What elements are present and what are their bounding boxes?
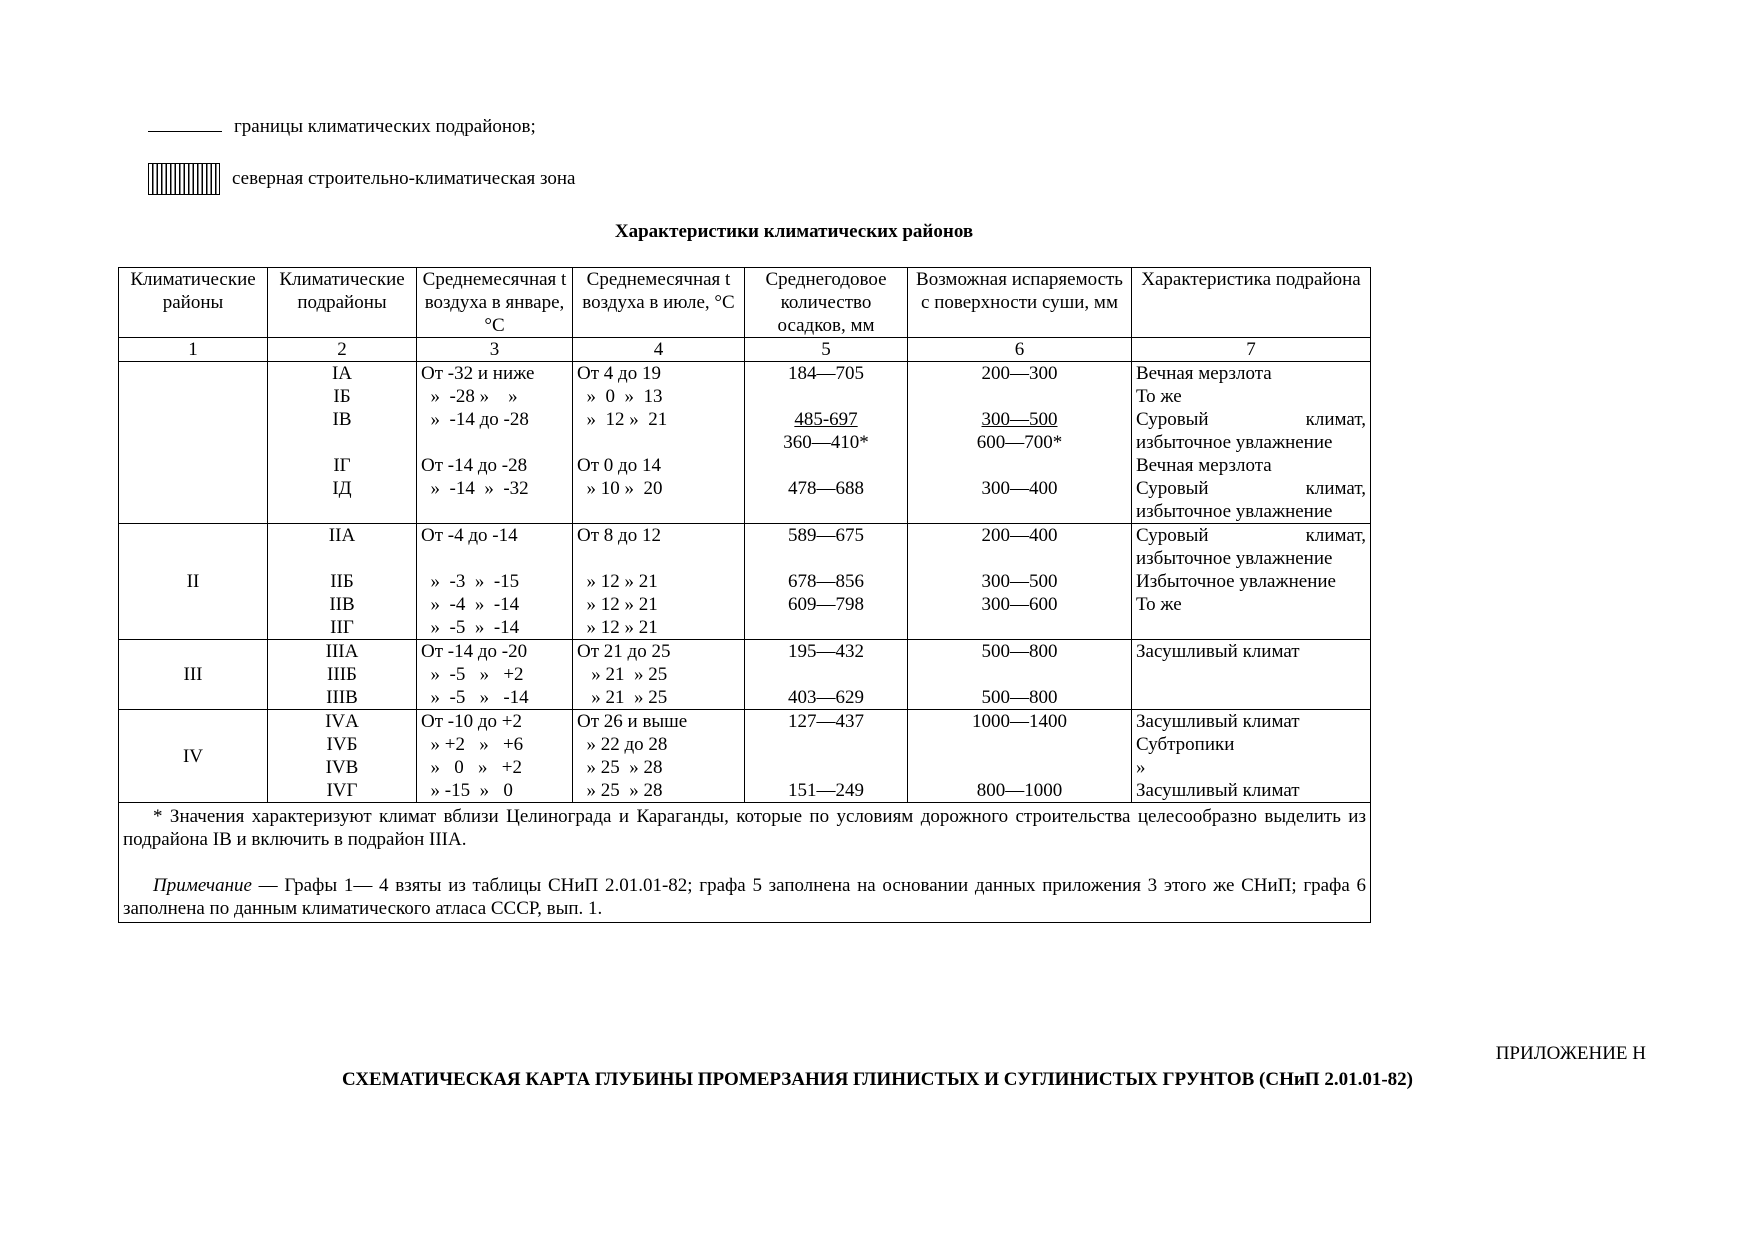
- evap-value: 200—400: [981, 525, 1058, 546]
- column-number: 1: [119, 338, 268, 362]
- jul-value: От 4 до 19: [577, 363, 661, 384]
- header-subregions: Климатические подрайоны: [268, 268, 417, 338]
- subregion-IIA: IIА: [328, 525, 356, 546]
- jan-value: » -3 » -15: [421, 571, 520, 592]
- header-regions: Климатические районы: [119, 268, 268, 338]
- jan-value: От -32 и ниже: [421, 363, 535, 384]
- precip-value: 478—688: [788, 478, 864, 499]
- subregion-ID: IД: [332, 478, 352, 499]
- character-value: Вечная мерзлота: [1136, 455, 1272, 476]
- jan-value: » 0 » +2: [421, 757, 522, 778]
- subregion-IB: IБ: [333, 386, 351, 407]
- jul-value: От 26 и выше: [577, 711, 688, 732]
- subregion-IIB: IIБ: [330, 571, 354, 592]
- evap-value: 500—800: [981, 641, 1058, 662]
- evap-value: 1000—1400: [972, 711, 1067, 732]
- jul-value: » 25 » 28: [577, 780, 663, 801]
- precip-value: 609—798: [788, 594, 864, 615]
- table-notes-row: [119, 803, 1371, 923]
- column-number: 3: [417, 338, 573, 362]
- subregion-IV: IВ: [332, 409, 352, 430]
- precip-cell: [745, 362, 908, 524]
- footnote: * Значения характеризуют климат вблизи Целинограда и Караганды, которые по условиям дорожного строительства целесообразно выделить из подрайона IВ и включить в подрайон IIIА.: [123, 806, 1366, 850]
- character-value: »: [1136, 757, 1146, 778]
- header-evaporation: Возможная испаряемость с поверхности суши, мм: [908, 268, 1132, 338]
- character-cell: [1132, 640, 1371, 710]
- character-value: То же: [1136, 594, 1182, 615]
- jan-value: » -5 » -14: [421, 687, 529, 708]
- jan-value: » -5 » -14: [421, 617, 520, 638]
- jan-value: » -4 » -14: [421, 594, 520, 615]
- region-cell: III: [119, 640, 268, 710]
- table-title: Характеристики климатических районов: [614, 221, 974, 242]
- jul-value: » 0 » 13: [577, 386, 663, 407]
- appendix-label: ПРИЛОЖЕНИЕ Н: [1495, 1043, 1646, 1064]
- map-title: СХЕМАТИЧЕСКАЯ КАРТА ГЛУБИНЫ ПРОМЕРЗАНИЯ ГЛИНИСТЫХ И СУГЛИНИСТЫХ ГРУНТОВ (СНиП 2.01.01-82): [342, 1069, 1413, 1090]
- column-number: 2: [268, 338, 417, 362]
- jul-value: От 21 до 25: [577, 641, 671, 662]
- precip-value: 485-697: [794, 409, 858, 430]
- precip-value: 151—249: [788, 780, 864, 801]
- evap-cell: [908, 640, 1132, 710]
- jan-temp-cell: [417, 640, 573, 710]
- precip-value: 589—675: [788, 525, 864, 546]
- jul-value: » 21 » 25: [577, 687, 668, 708]
- jan-value: От -4 до -14: [421, 525, 518, 546]
- jan-value: От -10 до +2: [421, 711, 522, 732]
- subregion-IIIA: IIIА: [325, 641, 359, 662]
- character-value: Избыточное увлажнение: [1136, 571, 1336, 592]
- precip-value: 360—410*: [783, 432, 869, 453]
- evap-value: 300—600: [981, 594, 1058, 615]
- evap-cell: [908, 710, 1132, 803]
- jan-value: » -14 » -32: [421, 478, 529, 499]
- subregion-IIIB: IIIБ: [327, 664, 357, 685]
- jul-value: » 10 » 20: [577, 478, 663, 499]
- header-characteristic: Характеристика подрайона: [1132, 268, 1371, 338]
- precip-cell: [745, 710, 908, 803]
- subregion-IVA: IVА: [325, 711, 359, 732]
- character-cell: [1132, 710, 1371, 803]
- character-value: Вечная мерзлота: [1136, 363, 1272, 384]
- column-number-row: [119, 338, 1371, 362]
- character-cell: [1132, 524, 1371, 640]
- evap-value: 300—500: [981, 571, 1058, 592]
- column-number: 4: [573, 338, 745, 362]
- header-precipitation: Среднегодовое количество осадков, мм: [745, 268, 908, 338]
- jul-value: » 25 » 28: [577, 757, 663, 778]
- header-jan-temp: Среднемесячная t воздуха в январе, °С: [417, 268, 573, 338]
- subregion-IIV: IIВ: [329, 594, 355, 615]
- evap-value: 500—800: [981, 687, 1058, 708]
- table-row-region-IV: [119, 710, 1371, 803]
- character-value: То же: [1136, 386, 1182, 407]
- jul-temp-cell: [573, 710, 745, 803]
- jan-value: » -14 до -28: [421, 409, 529, 430]
- jul-temp-cell: [573, 362, 745, 524]
- jul-temp-cell: [573, 640, 745, 710]
- subregion-IVG: IVГ: [326, 780, 358, 801]
- column-number: 6: [908, 338, 1132, 362]
- jan-temp-cell: [417, 362, 573, 524]
- jan-temp-cell: [417, 710, 573, 803]
- subregion-cell: [268, 362, 417, 524]
- precip-value: 127—437: [788, 711, 864, 732]
- precip-value: 184—705: [788, 363, 864, 384]
- evap-value: 200—300: [981, 363, 1058, 384]
- subregion-IIIV: IIIВ: [326, 687, 358, 708]
- jan-value: » -15 » 0: [421, 780, 513, 801]
- table-row-region-I: [119, 362, 1371, 524]
- subregion-IVV: IVВ: [325, 757, 359, 778]
- precip-value: 403—629: [788, 687, 864, 708]
- table-row-region-II: [119, 524, 1371, 640]
- subregion-cell: [268, 524, 417, 640]
- precip-cell: [745, 524, 908, 640]
- subregion-cell: [268, 640, 417, 710]
- evap-value: 300—500: [981, 409, 1058, 430]
- jul-temp-cell: [573, 524, 745, 640]
- legend-north-zone-label: северная строительно-климатическая зона: [232, 168, 576, 189]
- precip-value: 195—432: [788, 641, 864, 662]
- note: [123, 874, 1366, 920]
- legend-north-zone: [148, 163, 575, 195]
- jul-value: » 12 » 21: [577, 617, 658, 638]
- note-label: Примечание: [153, 875, 252, 896]
- jan-value: » -28 » »: [421, 386, 518, 407]
- legend-boundaries: [148, 116, 536, 138]
- subregion-IVB: IVБ: [326, 734, 358, 755]
- jan-value: » -5 » +2: [421, 664, 524, 685]
- jul-value: » 12 » 21: [577, 571, 658, 592]
- character-cell: [1132, 362, 1371, 524]
- subregion-IG: IГ: [333, 455, 351, 476]
- jul-value: » 12 » 21: [577, 594, 658, 615]
- boundary-line-symbol: [148, 115, 222, 132]
- subregion-cell: [268, 710, 417, 803]
- character-value: Суровый климат, избыточное увлажнение: [1136, 525, 1366, 569]
- precip-value: 678—856: [788, 571, 864, 592]
- subregion-IA: IА: [331, 363, 353, 384]
- region-cell: II: [119, 524, 268, 640]
- jul-value: От 0 до 14: [577, 455, 661, 476]
- jan-value: От -14 до -28: [421, 455, 528, 476]
- character-value: Суровый климат, избыточное увлажнение: [1136, 478, 1366, 522]
- region-cell: IV: [119, 710, 268, 803]
- subregion-IIG: IIГ: [330, 617, 354, 638]
- jan-value: От -14 до -20: [421, 641, 528, 662]
- evap-value: 800—1000: [976, 780, 1063, 801]
- hatch-pattern-symbol: [148, 163, 220, 195]
- jul-value: » 12 » 21: [577, 409, 668, 430]
- character-value: Засушливый климат: [1136, 641, 1300, 662]
- table-row-region-III: [119, 640, 1371, 710]
- character-value: Засушливый климат: [1136, 780, 1300, 801]
- jan-temp-cell: [417, 524, 573, 640]
- column-number: 7: [1132, 338, 1371, 362]
- legend-boundaries-label: границы климатических подрайонов;: [234, 116, 536, 137]
- jul-value: » 22 до 28: [577, 734, 668, 755]
- climate-table: [118, 267, 1371, 923]
- character-value: Суровый климат, избыточное увлажнение: [1136, 409, 1366, 453]
- column-number: 5: [745, 338, 908, 362]
- character-value: Засушливый климат: [1136, 711, 1300, 732]
- jan-value: » +2 » +6: [421, 734, 524, 755]
- header-jul-temp: Среднемесячная t воздуха в июле, °С: [573, 268, 745, 338]
- region-cell: [119, 362, 268, 524]
- jul-value: От 8 до 12: [577, 525, 661, 546]
- note-text: — Графы 1— 4 взяты из таблицы СНиП 2.01.01-82; графа 5 заполнена на основании данных приложения 3 этого же СНиП; графа 6 заполнена по данным климатического атласа СССР, вып. 1.: [123, 875, 1366, 919]
- jul-value: » 21 » 25: [577, 664, 668, 685]
- evap-value: 600—700*: [976, 432, 1063, 453]
- precip-cell: [745, 640, 908, 710]
- table-header-row: [119, 268, 1371, 338]
- evap-cell: [908, 524, 1132, 640]
- character-value: Субтропики: [1136, 734, 1235, 755]
- evap-cell: [908, 362, 1132, 524]
- evap-value: 300—400: [981, 478, 1058, 499]
- notes-cell: [119, 803, 1371, 923]
